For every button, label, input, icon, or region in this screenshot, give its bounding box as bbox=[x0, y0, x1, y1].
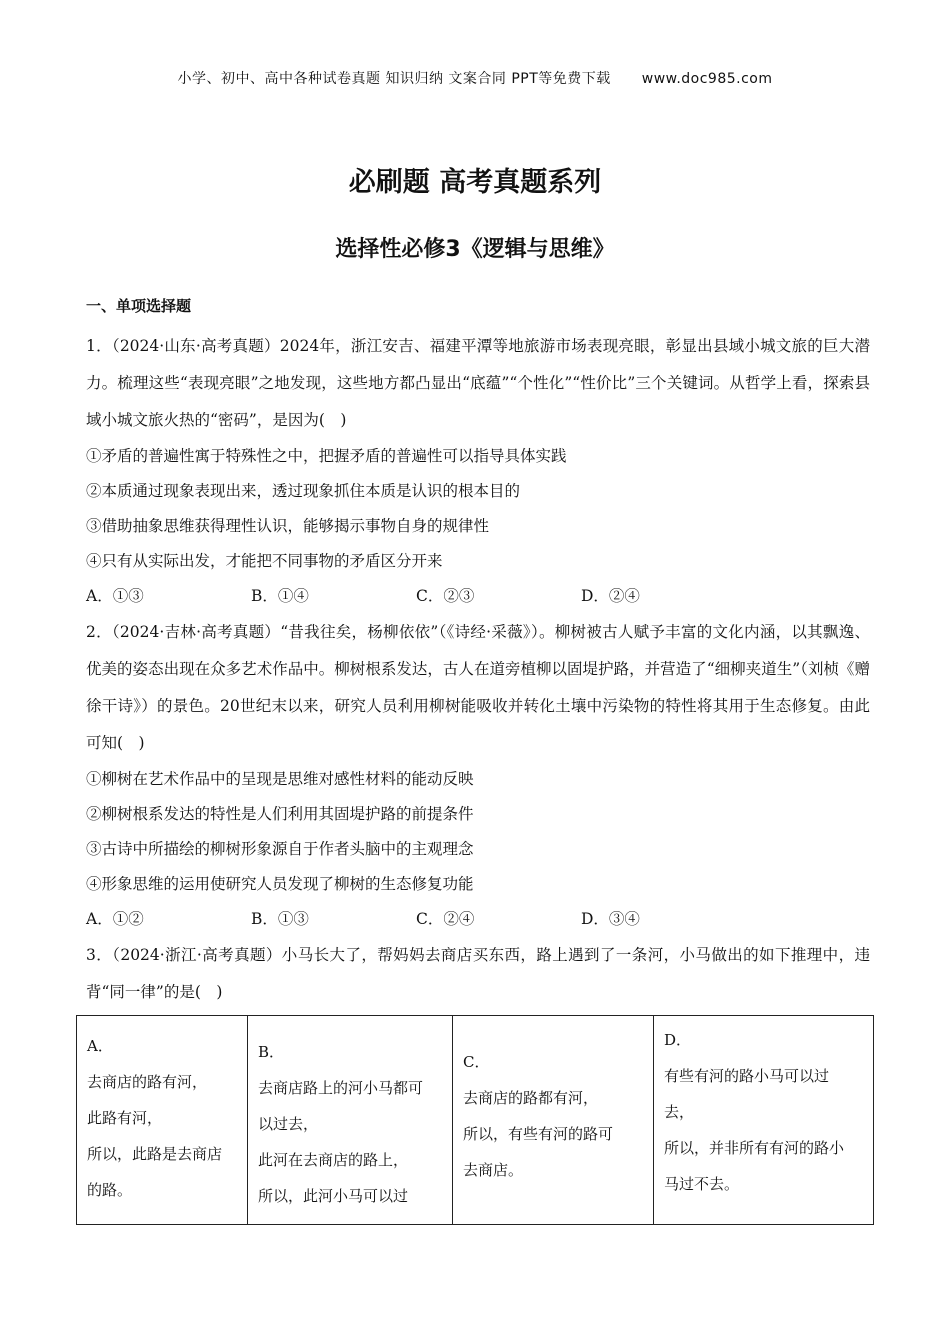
page-subtitle: 选择性必修3《逻辑与思维》 bbox=[335, 237, 615, 262]
question-stem: 2．（2024·吉林·高考真题）“昔我往矣，杨柳依依”（《诗经·采薇》）。柳树被古人赋予丰富的文化内涵，以其飘逸、优美的姿态出现在众多艺术作品中。柳树根系发达，古人在道旁植柳以固堤护路，并营造了“细柳夹道生”（刘桢《赠徐干诗》）的景色。20世纪末以来，研究人员利用柳树能吸收并转化土壤中污染物的特性将其用于生态修复。由此可知( ) bbox=[86, 623, 870, 752]
section-heading: 一、单项选择题 bbox=[86, 297, 192, 315]
option-label: D． bbox=[664, 1031, 692, 1049]
option-line: 所以，此河小马可以过 bbox=[258, 1187, 409, 1205]
choice-b: B．①④ bbox=[251, 587, 309, 605]
header-text: 小学、初中、高中各种试卷真题 知识归纳 文案合同 PPT等免费下载 bbox=[177, 71, 611, 87]
statement-option: ①矛盾的普遍性寓于特殊性之中，把握矛盾的普遍性可以指导具体实践 bbox=[86, 447, 567, 465]
choice-c: C．②④ bbox=[416, 910, 475, 928]
option-line: 去商店的路有河， bbox=[87, 1073, 208, 1091]
option-line: 此路有河， bbox=[87, 1109, 163, 1127]
option-label: C． bbox=[463, 1053, 490, 1071]
question-2 bbox=[86, 614, 870, 937]
option-cell-a bbox=[77, 1016, 248, 1225]
answer-choices bbox=[86, 902, 870, 937]
option-line: 有些有河的路小马可以过 bbox=[664, 1067, 830, 1085]
option-line: 所以，并非所有有河的路小 bbox=[664, 1139, 845, 1157]
option-cell-c bbox=[453, 1016, 654, 1225]
choice-d: D．③④ bbox=[581, 910, 640, 928]
choice-a: A．①③ bbox=[86, 587, 144, 605]
question-1 bbox=[86, 328, 870, 614]
choice-d: D．②④ bbox=[581, 587, 640, 605]
option-line: 去， bbox=[664, 1103, 695, 1121]
option-line: 以过去， bbox=[258, 1115, 319, 1133]
header-site-link[interactable]: www.doc985.com bbox=[641, 71, 773, 87]
reasoning-options-table bbox=[76, 1015, 874, 1225]
option-label: B． bbox=[258, 1043, 285, 1061]
option-line: 去商店。 bbox=[463, 1161, 524, 1179]
choice-b: B．①③ bbox=[251, 910, 309, 928]
table-row bbox=[77, 1016, 874, 1225]
option-label: A． bbox=[87, 1037, 113, 1055]
choice-a: A．①② bbox=[86, 910, 144, 928]
statement-option: ④只有从实际出发，才能把不同事物的矛盾区分开来 bbox=[86, 552, 443, 570]
option-line: 所以，有些有河的路可 bbox=[463, 1125, 614, 1143]
statement-option: ①柳树在艺术作品中的呈现是思维对感性材料的能动反映 bbox=[86, 770, 474, 788]
question-3 bbox=[86, 937, 870, 1225]
option-line: 去商店路上的河小马都可 bbox=[258, 1079, 424, 1097]
choice-c: C．②③ bbox=[416, 587, 475, 605]
option-cell-d bbox=[654, 1016, 874, 1225]
page-header bbox=[0, 68, 950, 88]
statement-option: ④形象思维的运用使研究人员发现了柳树的生态修复功能 bbox=[86, 875, 474, 893]
option-line: 此河在去商店的路上， bbox=[258, 1151, 409, 1169]
statement-option: ②柳树根系发达的特性是人们利用其固堤护路的前提条件 bbox=[86, 805, 474, 823]
statement-option: ③借助抽象思维获得理性认识，能够揭示事物自身的规律性 bbox=[86, 517, 490, 535]
option-cell-b bbox=[248, 1016, 453, 1225]
option-line: 的路。 bbox=[87, 1181, 133, 1199]
exam-content bbox=[86, 294, 870, 1225]
option-line: 所以，此路是去商店 bbox=[87, 1145, 223, 1163]
option-line: 马过不去。 bbox=[664, 1175, 740, 1193]
option-line: 去商店的路都有河， bbox=[463, 1089, 599, 1107]
statement-option: ③古诗中所描绘的柳树形象源自于作者头脑中的主观理念 bbox=[86, 840, 474, 858]
answer-choices bbox=[86, 579, 870, 614]
statement-option: ②本质通过现象表现出来，透过现象抓住本质是认识的根本目的 bbox=[86, 482, 521, 500]
page-title: 必刷题 高考真题系列 bbox=[348, 167, 602, 198]
question-stem: 1．（2024·山东·高考真题）2024年，浙江安吉、福建平潭等地旅游市场表现亮眼，彰显出县域小城文旅的巨大潜力。梳理这些“表现亮眼”之地发现，这些地方都凸显出“底蕴”“个性化”“性价比”三个关键词。从哲学上看，探索县域小城文旅火热的“密码”，是因为( ) bbox=[86, 337, 870, 429]
question-stem: 3．（2024·浙江·高考真题）小马长大了，帮妈妈去商店买东西，路上遇到了一条河，小马做出的如下推理中，违背“同一律”的是( ) bbox=[86, 946, 870, 1001]
